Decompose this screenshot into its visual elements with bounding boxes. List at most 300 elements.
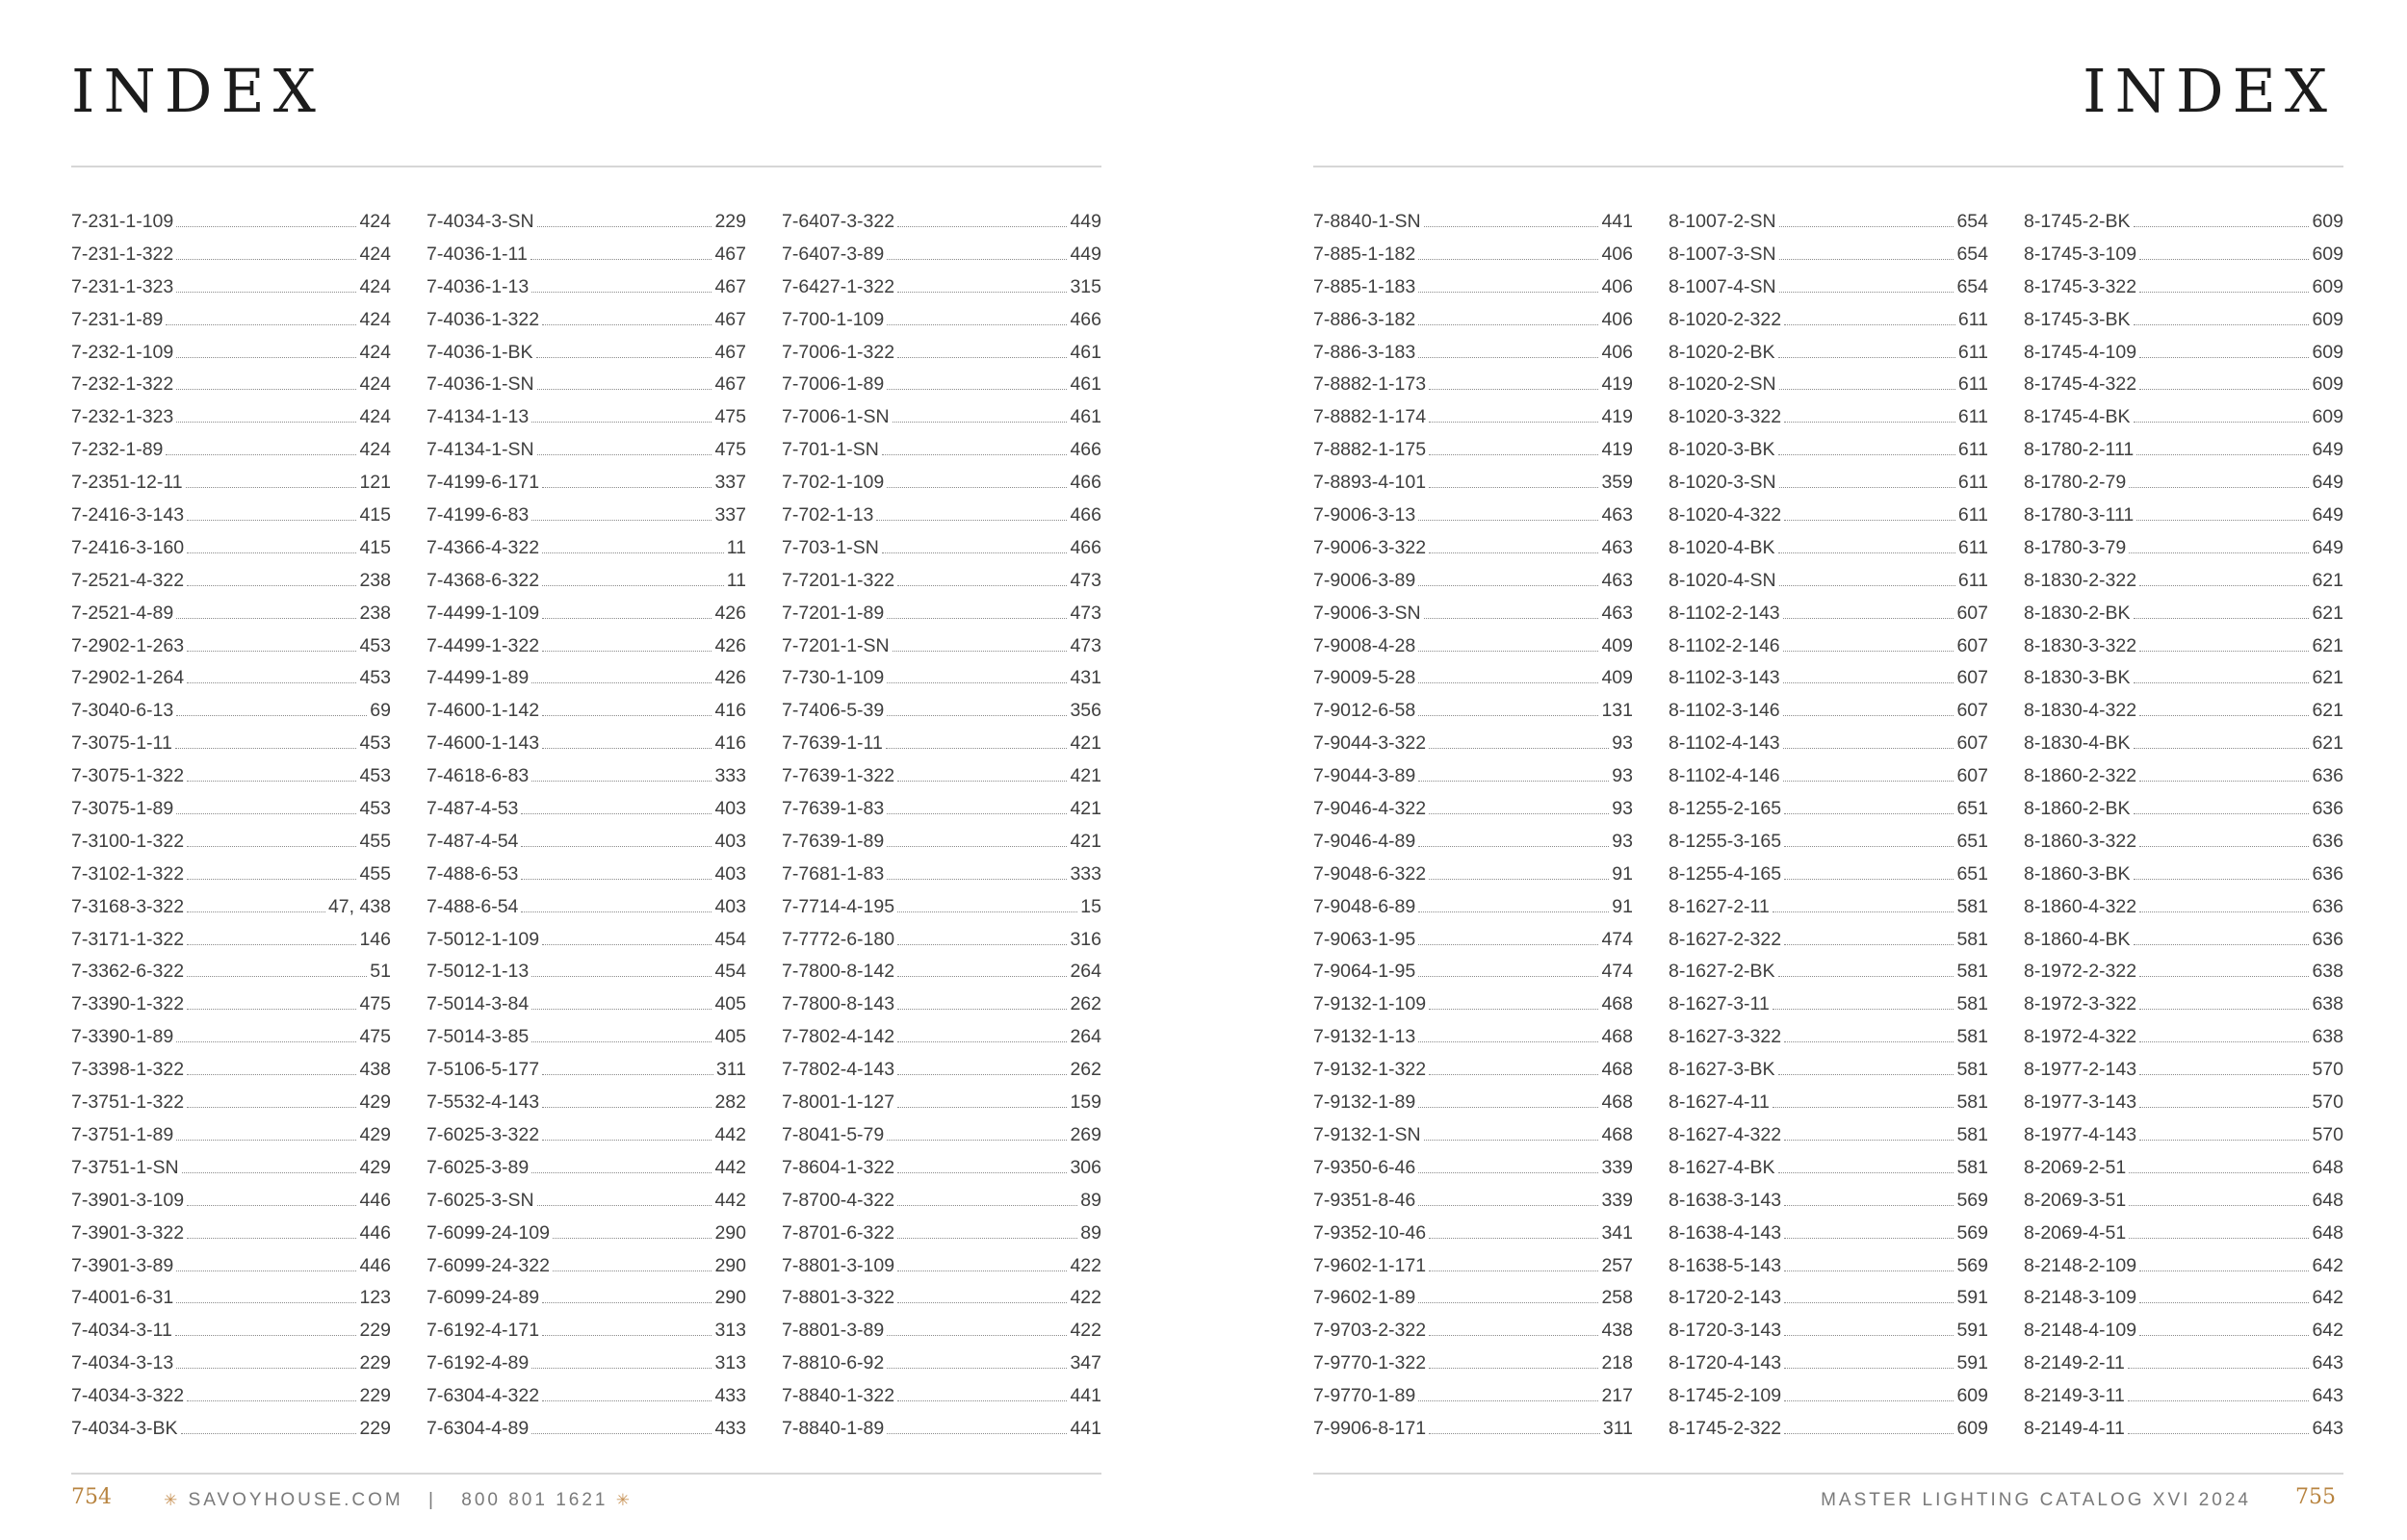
dot-leader (887, 682, 1067, 683)
page-reference: 591 (1956, 1287, 1988, 1309)
item-number: 7-885-1-183 (1313, 275, 1416, 297)
page-reference: 229 (359, 1352, 391, 1374)
dot-leader (1418, 911, 1609, 912)
index-entry (1669, 891, 1988, 924)
dot-leader (897, 585, 1067, 586)
dot-leader (2139, 846, 2309, 847)
page-reference: 621 (2312, 667, 2343, 689)
item-number: 8-2149-4-11 (2024, 1417, 2125, 1439)
page-reference: 581 (1956, 961, 1988, 983)
page-reference: 415 (359, 504, 391, 526)
item-number: 8-1627-3-322 (1669, 1026, 1782, 1048)
index-entry (1313, 337, 1633, 370)
index-entry (71, 206, 391, 239)
item-number: 7-2521-4-322 (71, 569, 185, 591)
dot-leader (1429, 389, 1598, 390)
item-number: 8-1830-3-BK (2024, 667, 2131, 689)
dot-leader (186, 487, 357, 488)
index-entry (2024, 500, 2343, 532)
page-reference: 290 (714, 1254, 746, 1276)
dot-leader (887, 715, 1067, 716)
index-entry (2024, 532, 2343, 565)
dot-leader (2129, 552, 2309, 553)
dot-leader (1418, 1107, 1598, 1108)
item-number: 7-3398-1-322 (71, 1059, 185, 1081)
index-entry (782, 500, 1101, 532)
dot-leader (166, 324, 356, 325)
index-entry (782, 1315, 1101, 1348)
dot-leader (897, 1107, 1067, 1108)
index-entry (782, 239, 1101, 271)
item-number: 7-7772-6-180 (782, 928, 895, 950)
index-entry (1313, 239, 1633, 271)
index-entry (1313, 598, 1633, 630)
item-number: 7-7639-1-322 (782, 765, 895, 787)
dot-leader (2139, 1074, 2309, 1075)
item-number: 7-9132-1-13 (1313, 1026, 1416, 1048)
index-entry (1313, 565, 1633, 598)
page-reference: 229 (714, 211, 746, 232)
item-number: 8-1020-3-SN (1669, 472, 1776, 494)
dot-leader (1429, 748, 1609, 749)
index-entry (782, 467, 1101, 500)
index-entry (71, 859, 391, 891)
item-number: 8-1007-3-SN (1669, 243, 1776, 265)
page-reference: 643 (2312, 1417, 2343, 1439)
index-entry (1313, 271, 1633, 304)
item-number: 8-1102-3-146 (1669, 700, 1780, 722)
dot-leader (531, 292, 712, 293)
page-reference: 468 (1601, 1059, 1633, 1081)
page-reference: 419 (1601, 439, 1633, 461)
dot-leader (2128, 1433, 2310, 1434)
item-number: 7-9132-1-109 (1313, 993, 1427, 1015)
phone-number: 800 801 1621 (461, 1490, 608, 1510)
index-entry (782, 1185, 1101, 1218)
page-reference: 461 (1070, 373, 1101, 396)
dot-leader (887, 846, 1067, 847)
dot-leader (176, 1368, 356, 1369)
page-reference: 416 (714, 732, 746, 755)
index-entry (782, 369, 1101, 401)
top-divider-right (1313, 166, 2343, 167)
index-entry (1669, 695, 1988, 728)
dot-leader (553, 1238, 712, 1239)
item-number: 7-9006-3-13 (1313, 504, 1416, 526)
item-number: 7-488-6-53 (427, 862, 519, 885)
item-number: 7-4034-3-BK (71, 1417, 178, 1439)
dot-leader (1779, 259, 1954, 260)
bottom-divider-right (1313, 1473, 2343, 1475)
item-number: 8-2069-2-51 (2024, 1156, 2127, 1178)
index-entry (427, 1282, 746, 1315)
page-reference: 429 (359, 1156, 391, 1178)
index-entry (1313, 1087, 1633, 1119)
page-reference: 403 (714, 862, 746, 885)
item-number: 7-9048-6-89 (1313, 895, 1416, 917)
dot-leader (521, 911, 712, 912)
dot-leader (1429, 1270, 1598, 1271)
index-entry (71, 891, 391, 924)
index-entry (1313, 500, 1633, 532)
index-entry (427, 1380, 746, 1413)
index-entry (1669, 304, 1988, 337)
page-reference: 429 (359, 1091, 391, 1114)
dot-leader (531, 259, 712, 260)
page-reference: 339 (1601, 1189, 1633, 1211)
item-number: 8-1020-4-322 (1669, 504, 1782, 526)
item-number: 8-2069-3-51 (2024, 1189, 2127, 1211)
item-number: 7-6099-24-109 (427, 1221, 550, 1244)
page-reference: 467 (714, 308, 746, 330)
asterisk-icon: ✳ (164, 1491, 181, 1509)
item-number: 7-6192-4-171 (427, 1320, 540, 1342)
index-entry (1313, 401, 1633, 434)
page-reference: 638 (2312, 993, 2343, 1015)
item-number: 7-703-1-SN (782, 536, 879, 558)
page-reference: 621 (2312, 602, 2343, 624)
item-number: 7-3075-1-89 (71, 798, 174, 820)
index-entry (1313, 760, 1633, 793)
dot-leader (887, 879, 1067, 880)
item-number: 8-1745-3-109 (2024, 243, 2137, 265)
page-reference: 654 (1956, 243, 1988, 265)
index-entry (2024, 1282, 2343, 1315)
page-reference: 290 (714, 1221, 746, 1244)
page-reference: 419 (1601, 373, 1633, 396)
index-entry (71, 304, 391, 337)
index-entry (1313, 859, 1633, 891)
item-number: 8-1860-2-322 (2024, 765, 2137, 787)
page-reference: 474 (1601, 928, 1633, 950)
item-number: 7-8882-1-174 (1313, 406, 1427, 428)
page-reference: 642 (2312, 1287, 2343, 1309)
item-number: 8-2148-2-109 (2024, 1254, 2137, 1276)
dot-leader (176, 813, 356, 814)
index-entry (71, 1250, 391, 1283)
page-reference: 406 (1601, 341, 1633, 363)
index-entry (782, 401, 1101, 434)
index-entry (782, 728, 1101, 760)
dot-leader (2139, 1107, 2309, 1108)
item-number: 8-1745-4-109 (2024, 341, 2137, 363)
index-entry (1669, 434, 1988, 467)
dot-leader (176, 292, 356, 293)
item-number: 7-701-1-SN (782, 439, 879, 461)
index-entry (71, 1087, 391, 1119)
item-number: 7-886-3-183 (1313, 341, 1416, 363)
page-reference: 89 (1080, 1189, 1101, 1211)
item-number: 7-7802-4-143 (782, 1059, 895, 1081)
item-number: 7-5012-1-13 (427, 961, 530, 983)
dot-leader (1429, 1433, 1600, 1434)
index-entry (2024, 1348, 2343, 1380)
index-entry (427, 271, 746, 304)
page-reference: 648 (2312, 1189, 2343, 1211)
index-entry (782, 1380, 1101, 1413)
item-number: 7-8840-1-89 (782, 1417, 885, 1439)
item-number: 7-487-4-53 (427, 798, 519, 820)
item-number: 8-1627-4-322 (1669, 1123, 1782, 1145)
index-entry (2024, 239, 2343, 271)
index-entry (2024, 859, 2343, 891)
dot-leader (2134, 618, 2310, 619)
item-number: 8-1745-2-322 (1669, 1417, 1782, 1439)
page-reference: 69 (370, 700, 391, 722)
index-entry (1669, 565, 1988, 598)
index-entry (782, 1119, 1101, 1152)
item-number: 7-4618-6-83 (427, 765, 530, 787)
page-reference: 403 (714, 798, 746, 820)
item-number: 8-1627-2-BK (1669, 961, 1775, 983)
dot-leader (537, 389, 712, 390)
page-reference: 609 (2312, 341, 2343, 363)
dot-leader (882, 552, 1068, 553)
dot-leader (1418, 357, 1598, 358)
page-reference: 424 (359, 341, 391, 363)
page-reference: 405 (714, 993, 746, 1015)
item-number: 7-231-1-322 (71, 243, 174, 265)
dot-leader (531, 422, 712, 423)
page-reference: 591 (1956, 1320, 1988, 1342)
item-number: 7-4036-1-11 (427, 243, 528, 265)
page-reference: 654 (1956, 275, 1988, 297)
page-reference: 422 (1070, 1254, 1101, 1276)
page-reference: 636 (2312, 928, 2343, 950)
index-entry (71, 467, 391, 500)
item-number: 8-2148-4-109 (2024, 1320, 2137, 1342)
page-reference: 446 (359, 1189, 391, 1211)
index-entry (782, 630, 1101, 663)
item-number: 7-2351-12-11 (71, 472, 183, 494)
dot-leader (1784, 1335, 1954, 1336)
dot-leader (1418, 1041, 1598, 1042)
page-reference: 463 (1601, 569, 1633, 591)
page-reference: 441 (1070, 1417, 1101, 1439)
index-entry (1313, 1152, 1633, 1185)
index-entry (427, 859, 746, 891)
dot-leader (182, 1172, 357, 1173)
dot-leader (897, 1270, 1067, 1271)
website-link[interactable]: SAVOYHOUSE.COM (188, 1490, 403, 1510)
index-entry (782, 598, 1101, 630)
item-number: 7-9602-1-171 (1313, 1254, 1427, 1276)
page-reference: 421 (1070, 732, 1101, 755)
page-reference: 15 (1080, 895, 1101, 917)
index-entry (2024, 1119, 2343, 1152)
page-reference: 406 (1601, 275, 1633, 297)
item-number: 7-5532-4-143 (427, 1091, 540, 1114)
dot-leader (531, 682, 712, 683)
item-number: 7-886-3-182 (1313, 308, 1416, 330)
item-number: 7-7639-1-11 (782, 732, 883, 755)
index-entry (1313, 1119, 1633, 1152)
page-reference: 474 (1601, 961, 1633, 983)
page-reference: 438 (359, 1059, 391, 1081)
item-number: 7-2902-1-263 (71, 634, 185, 656)
page-reference: 47, 438 (327, 895, 391, 917)
page-reference: 570 (2312, 1123, 2343, 1145)
page-reference: 611 (1957, 536, 1988, 558)
page-reference: 316 (1070, 928, 1101, 950)
index-entry (782, 337, 1101, 370)
item-number: 7-4036-1-SN (427, 373, 534, 396)
item-number: 7-4199-6-171 (427, 472, 540, 494)
page-reference: 93 (1612, 798, 1633, 820)
page-reference: 421 (1070, 798, 1101, 820)
page-reference: 441 (1601, 211, 1633, 232)
page-reference: 217 (1601, 1385, 1633, 1407)
item-number: 7-6407-3-322 (782, 211, 895, 232)
index-entry (71, 337, 391, 370)
index-entry (427, 695, 746, 728)
item-number: 7-5014-3-85 (427, 1026, 530, 1048)
index-entry (1313, 695, 1633, 728)
index-entry (71, 1218, 391, 1250)
dot-leader (1429, 552, 1598, 553)
index-entry (782, 891, 1101, 924)
dot-leader (176, 226, 356, 227)
item-number: 8-1020-2-322 (1669, 308, 1782, 330)
dot-leader (1418, 682, 1598, 683)
dot-leader (893, 422, 1068, 423)
item-number: 7-6025-3-89 (427, 1156, 530, 1178)
item-number: 8-1780-3-79 (2024, 536, 2127, 558)
item-number: 8-1720-2-143 (1669, 1287, 1782, 1309)
index-entry (71, 1282, 391, 1315)
index-entry (1669, 1282, 1988, 1315)
dot-leader (1778, 357, 1955, 358)
item-number: 8-1627-4-11 (1669, 1091, 1770, 1114)
index-entry (427, 467, 746, 500)
item-number: 7-4499-1-322 (427, 634, 540, 656)
page-reference: 638 (2312, 961, 2343, 983)
item-number: 7-3040-6-13 (71, 700, 174, 722)
page-reference: 468 (1601, 1026, 1633, 1048)
item-number: 8-1638-3-143 (1669, 1189, 1782, 1211)
page-reference: 406 (1601, 308, 1633, 330)
index-entry (1669, 924, 1988, 957)
page-reference: 442 (714, 1189, 746, 1211)
index-entry (2024, 630, 2343, 663)
dot-leader (1418, 585, 1598, 586)
dot-leader (536, 357, 712, 358)
index-entry (782, 988, 1101, 1021)
dot-leader (897, 1074, 1067, 1075)
dot-leader (2139, 1270, 2309, 1271)
dot-leader (1429, 1335, 1598, 1336)
item-number: 8-1780-3-111 (2024, 504, 2135, 526)
item-number: 7-4034-3-11 (71, 1320, 172, 1342)
page-reference: 229 (359, 1417, 391, 1439)
page-reference: 463 (1601, 536, 1633, 558)
dot-leader (542, 1107, 712, 1108)
item-number: 8-1860-4-322 (2024, 895, 2137, 917)
page-reference: 581 (1956, 993, 1988, 1015)
dot-leader (187, 781, 356, 782)
page-reference: 611 (1957, 373, 1988, 396)
dot-leader (1778, 454, 1955, 455)
dot-leader (1429, 1368, 1598, 1369)
index-entry (71, 1152, 391, 1185)
page-reference: 446 (359, 1254, 391, 1276)
item-number: 7-8840-1-SN (1313, 211, 1421, 232)
index-entry (427, 988, 746, 1021)
dot-leader (176, 389, 356, 390)
item-number: 8-1020-3-BK (1669, 439, 1775, 461)
item-number: 8-1780-2-79 (2024, 472, 2127, 494)
dot-leader (542, 748, 712, 749)
index-entry (782, 793, 1101, 826)
item-number: 7-7714-4-195 (782, 895, 895, 917)
item-number: 7-3751-1-SN (71, 1156, 179, 1178)
dot-leader (187, 1205, 356, 1206)
item-number: 7-6099-24-322 (427, 1254, 550, 1276)
dot-leader (1429, 1009, 1598, 1010)
index-entry (1669, 206, 1988, 239)
index-entry (427, 1348, 746, 1380)
item-number: 7-3751-1-322 (71, 1091, 185, 1114)
index-entry (1669, 1413, 1988, 1446)
index-entry (1669, 1348, 1988, 1380)
index-entry (1313, 630, 1633, 663)
page-reference: 218 (1601, 1352, 1633, 1374)
page-reference: 461 (1070, 341, 1101, 363)
index-entry (2024, 1413, 2343, 1446)
index-entry (71, 434, 391, 467)
page-reference: 642 (2312, 1254, 2343, 1276)
dot-leader (897, 357, 1067, 358)
page-reference: 442 (714, 1123, 746, 1145)
item-number: 8-1102-3-143 (1669, 667, 1780, 689)
item-number: 7-7006-1-322 (782, 341, 895, 363)
page-reference: 466 (1070, 308, 1101, 330)
page-reference: 581 (1956, 1156, 1988, 1178)
index-entry (782, 271, 1101, 304)
index-entry (1313, 1282, 1633, 1315)
page-reference: 159 (1070, 1091, 1101, 1114)
item-number: 8-1860-3-BK (2024, 862, 2131, 885)
item-number: 7-5014-3-84 (427, 993, 530, 1015)
page-reference: 467 (714, 373, 746, 396)
dot-leader (887, 389, 1067, 390)
index-entry (71, 500, 391, 532)
dot-leader (175, 1335, 357, 1336)
item-number: 7-3168-3-322 (71, 895, 185, 917)
item-number: 7-9044-3-89 (1313, 765, 1416, 787)
page-reference: 609 (1956, 1385, 1988, 1407)
index-entry (2024, 1185, 2343, 1218)
page-reference: 621 (2312, 700, 2343, 722)
dot-leader (1779, 226, 1954, 227)
index-entry (1669, 401, 1988, 434)
dot-leader (897, 1302, 1067, 1303)
index-entry (782, 924, 1101, 957)
index-entry (782, 532, 1101, 565)
item-number: 7-9048-6-322 (1313, 862, 1427, 885)
page-reference: 290 (714, 1287, 746, 1309)
page-reference: 306 (1070, 1156, 1101, 1178)
page-reference: 313 (714, 1320, 746, 1342)
dot-leader (2134, 879, 2310, 880)
page-reference: 356 (1070, 700, 1101, 722)
item-number: 7-4600-1-142 (427, 700, 540, 722)
dot-leader (887, 618, 1067, 619)
index-entry (71, 1021, 391, 1054)
dot-leader (897, 226, 1067, 227)
item-number: 7-9044-3-322 (1313, 732, 1427, 755)
dot-leader (1424, 1140, 1599, 1141)
